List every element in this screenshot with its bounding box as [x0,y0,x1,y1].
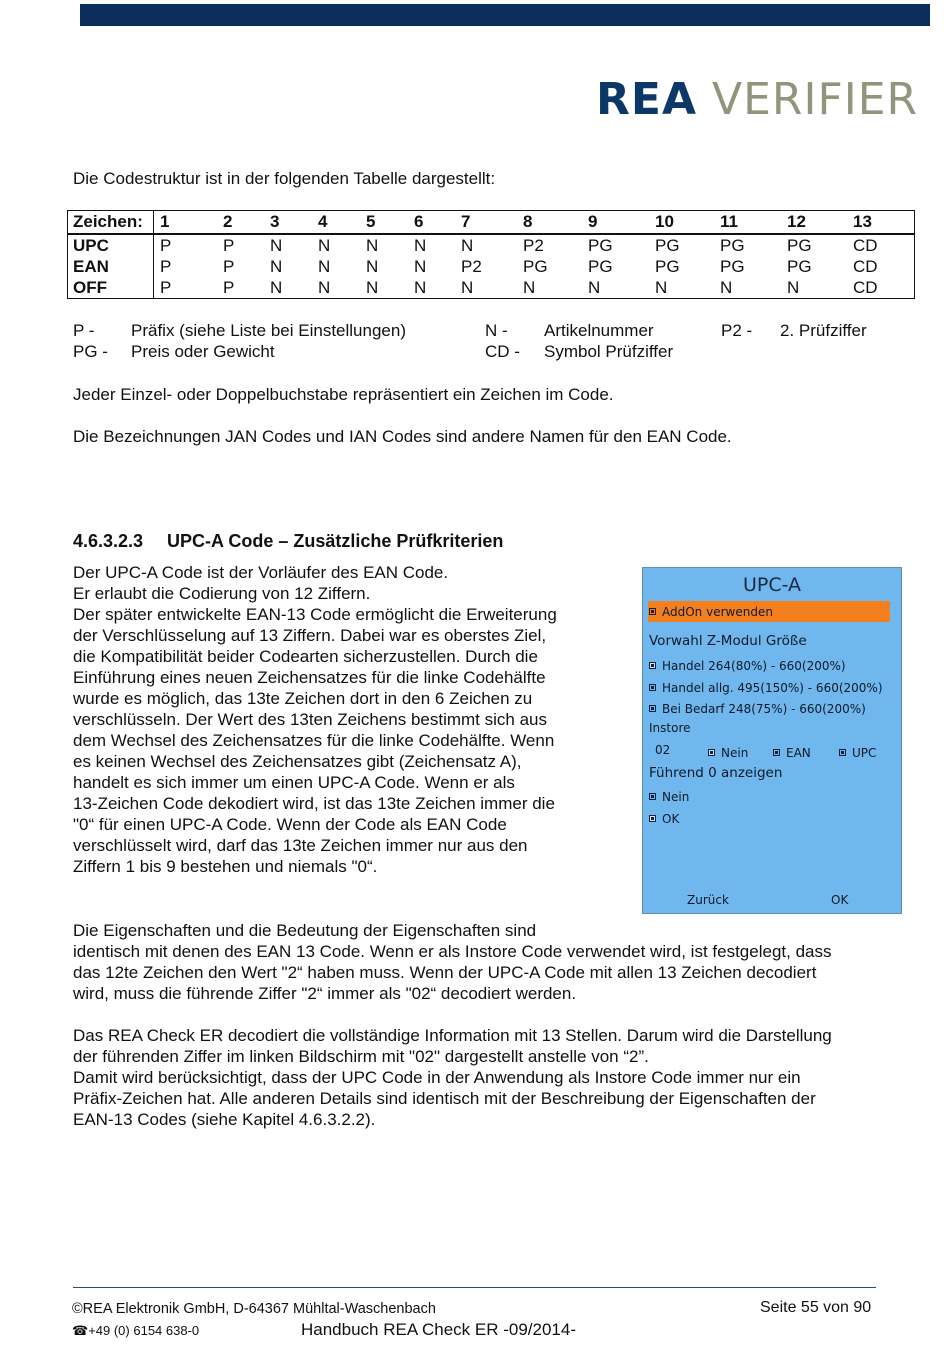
legend-n-key: N - [485,321,508,340]
top-banner [80,4,930,26]
footer-phone: ☎+49 (0) 6154 638-0 [72,1323,200,1338]
footer-page-number: Seite 55 von 90 [760,1299,872,1316]
table-cell: P [223,278,235,297]
legend-pg-key: PG - [73,342,108,361]
table-cell: PG [720,236,745,255]
table-header-cell: 4 [318,212,328,231]
table-row-label-upc: UPC [73,236,109,255]
brand-logo: REA VERIFIER [596,74,919,125]
legend-p2-text: 2. Prüfziffer [780,321,867,340]
radio-icon [649,793,656,800]
table-cell: N [366,257,379,276]
table-header-cell: 1 [160,212,170,231]
section-title: UPC-A Code – Zusätzliche Prüfkriterien [167,531,504,551]
text-line: Ziffern 1 bis 9 bestehen und niemals "0“. [73,857,378,876]
legend-cd-key: CD - [485,342,520,361]
text-line: die Kompatibilität beider Codearten sicherzustellen. Durch die [73,647,538,666]
table-cell: N [270,236,283,255]
table-cell: P [160,257,172,276]
text-line: Der UPC-A Code ist der Vorläufer des EAN Code. [73,563,449,582]
option-bei-bedarf[interactable]: Bei Bedarf 248(75%) - 660(200%) [649,702,866,716]
table-cell: N [414,278,427,297]
text-line: wird, muss die führende Ziffer "2“ immer als "02“ decodiert werden. [73,984,577,1003]
table-cell: N [270,257,283,276]
table-row-label-ean: EAN [73,257,109,276]
table-cell: PG [588,257,613,276]
radio-selected-icon [708,749,715,756]
table-label-divider [153,211,154,298]
paragraph-jan-ian: Die Bezeichnungen JAN Codes und IAN Codes sind andere Namen für den EAN Code. [73,427,732,446]
option-handel[interactable]: Handel 264(80%) - 660(200%) [649,659,846,673]
text-line: dem Wechsel des Zeichensatzes für die linke Codehälfte. Wenn [73,731,555,750]
option-ok[interactable]: OK [649,812,679,826]
table-header-cell: 10 [655,212,674,231]
table-cell: CD [853,278,878,297]
table-cell: P [223,236,235,255]
leading-zero-section-label: Führend 0 anzeigen [649,765,783,781]
table-header-cell: 9 [588,212,598,231]
table-cell: N [366,278,379,297]
text-line: "0“ für einen UPC-A Code. Wenn der Code als EAN Code [73,815,507,834]
text-line: identisch mit denen des EAN 13 Code. Wenn er als Instore Code verwendet wird, ist festgelegt, dass [73,942,832,961]
footer-manual-title: Handbuch REA Check ER -09/2014- [301,1320,576,1339]
table-header-cell: 5 [366,212,376,231]
radio-icon [649,684,656,691]
table-cell: N [270,278,283,297]
checkbox-icon [649,608,656,615]
back-button[interactable]: Zurück [687,893,729,907]
intro-text: Die Codestruktur ist in der folgenden Tabelle dargestellt: [73,169,496,188]
table-cell: N [787,278,800,297]
legend-cd-text: Symbol Prüfziffer [544,342,674,361]
table-cell: P [160,278,172,297]
table-cell: N [720,278,733,297]
instore-value: 02 [655,743,671,757]
z-module-section-label: Vorwahl Z-Modul Größe [649,633,807,649]
table-cell: P [160,236,172,255]
legend-p-text: Präfix (siehe Liste bei Einstellungen) [131,321,406,340]
section-number: 4.6.3.2.3 [73,531,144,551]
table-cell: N [318,236,331,255]
table-cell: N [655,278,668,297]
footer-divider [73,1287,876,1288]
table-header-cell: 7 [461,212,471,231]
table-cell: CD [853,257,878,276]
table-cell: PG [655,236,680,255]
text-line: Damit wird berücksichtigt, dass der UPC Code in der Anwendung als Instore Code immer nur ein [73,1068,801,1087]
radio-selected-icon [649,815,656,822]
table-cell: P [223,257,235,276]
upca-settings-screen [642,567,902,914]
table-cell: PG [787,236,812,255]
screen-title: UPC-A [742,574,802,596]
addon-option[interactable]: AddOn verwenden [649,605,773,619]
text-line: Das REA Check ER decodiert die vollständige Information mit 13 Stellen. Darum wird die Darstellung [73,1026,832,1045]
text-line: handelt es sich immer um einen UPC-A Code. Wenn er als [73,773,515,792]
table-cell: N [523,278,536,297]
table-cell: N [461,236,474,255]
table-cell: N [414,236,427,255]
text-line: das 12te Zeichen den Wert "2“ haben muss. Wenn der UPC-A Code mit allen 13 Zeichen decodiert [73,963,817,982]
table-cell: N [588,278,601,297]
table-header-cell: 6 [414,212,424,231]
table-cell: P2 [523,236,544,255]
radio-icon [839,749,846,756]
table-header-cell: 3 [270,212,280,231]
radio-icon [649,705,656,712]
paragraph-letters: Jeder Einzel- oder Doppelbuchstabe repräsentiert ein Zeichen im Code. [73,385,614,404]
instore-option-upc[interactable]: UPC [839,746,876,760]
text-line: verschlüsseln. Der Wert des 13ten Zeichens bestimmt sich aus [73,710,547,729]
table-cell: PG [655,257,680,276]
table-cell: N [318,257,331,276]
instore-option-nein[interactable]: Nein [708,746,748,760]
text-line: Der später entwickelte EAN-13 Code ermöglicht die Erweiterung [73,605,557,624]
radio-icon [773,749,780,756]
footer-company: ©REA Elektronik GmbH, D-64367 Mühltal-Waschenbach [72,1301,436,1317]
table-cell: PG [787,257,812,276]
text-line: Einführung eines neuen Zeichensatzes für die linke Codehälfte [73,668,546,687]
table-header-cell: 11 [720,212,738,231]
text-line: verschlüsselt wird, darf das 13te Zeichen immer nur aus den [73,836,528,855]
instore-option-ean[interactable]: EAN [773,746,811,760]
radio-selected-icon [649,662,656,669]
table-cell: PG [523,257,548,276]
option-handel-allg[interactable]: Handel allg. 495(150%) - 660(200%) [649,681,883,695]
section-heading [73,531,503,552]
text-line: Er erlaubt die Codierung von 12 Ziffern. [73,584,371,603]
option-nein[interactable]: Nein [649,790,689,804]
text-line: 13-Zeichen Code dekodiert wird, ist das 13te Zeichen immer die [73,794,555,813]
text-line: wurde es möglich, das 13te Zeichen dort in den 6 Zeichen zu [73,689,533,708]
legend-p2-key: P2 - [721,321,753,340]
table-cell: CD [853,236,878,255]
table-cell: P2 [461,257,482,276]
text-line: EAN-13 Codes (siehe Kapitel 4.6.3.2.2). [73,1110,376,1129]
table-row-label-off: OFF [73,278,107,297]
instore-label: Instore [649,721,691,735]
table-cell: N [318,278,331,297]
text-line: Die Eigenschaften und die Bedeutung der Eigenschaften sind [73,921,537,940]
table-cell: N [414,257,427,276]
table-cell: N [461,278,474,297]
text-line: der führenden Ziffer im linken Bildschirm mit "02" dargestellt anstelle von “2”. [73,1047,649,1066]
code-structure-table [67,210,915,299]
text-line: Präfix-Zeichen hat. Alle anderen Details sind identisch mit der Beschreibung der Eigenschaften der [73,1089,816,1108]
table-cell: PG [720,257,745,276]
legend-n-text: Artikelnummer [544,321,654,340]
table-header-cell: 13 [853,212,872,231]
table-cell: N [366,236,379,255]
legend-p-key: P - [73,321,95,340]
table-cell: PG [588,236,613,255]
text-line: es keinen Wechsel des Zeichensatzes gibt (Zeichensatz A), [73,752,522,771]
table-header-label: Zeichen: [73,212,143,231]
table-header-cell: 2 [223,212,233,231]
text-line: der Verschlüsselung auf 13 Ziffern. Dabei war es oberstes Ziel, [73,626,547,645]
table-header-cell: 12 [787,212,806,231]
ok-button[interactable]: OK [831,893,849,907]
legend-pg-text: Preis oder Gewicht [131,342,275,361]
table-header-cell: 8 [523,212,533,231]
